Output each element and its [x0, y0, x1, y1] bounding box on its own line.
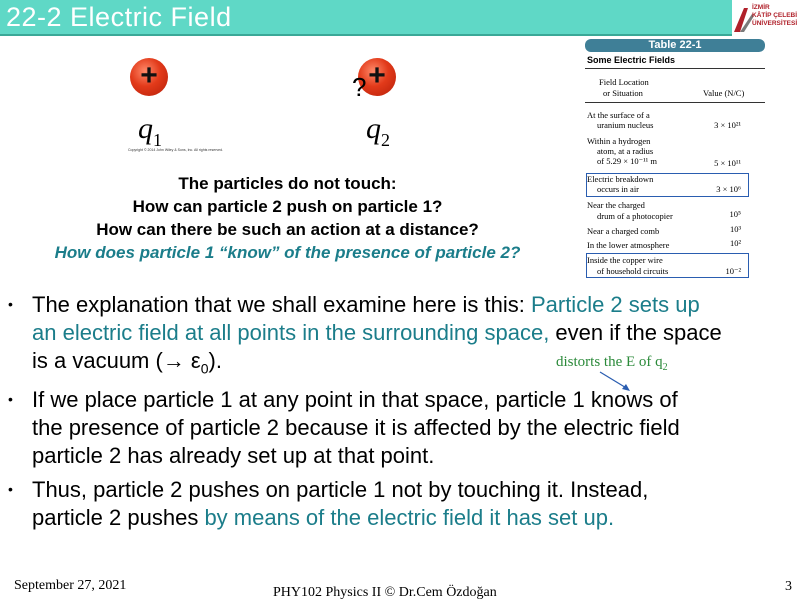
- bullet-marker-2: •: [8, 391, 13, 407]
- table-row-1-line-2: uranium nucleus: [597, 120, 654, 130]
- bullet-3-text-teal: by means of the electric field it has set up.: [204, 505, 615, 530]
- question-2: How can particle 2 push on particle 1?: [132, 197, 443, 216]
- charge-particle-1: +: [130, 58, 168, 96]
- table-row-2-line-3: of 5.29 × 10⁻¹¹ m: [597, 156, 657, 166]
- table-row-2-value: 5 × 10¹¹: [714, 158, 741, 168]
- table-caption: Some Electric Fields: [587, 55, 676, 65]
- bullet-1-subscript: 0: [200, 360, 209, 377]
- charge-label-q1: [138, 112, 162, 151]
- table-rule-mid: [585, 102, 765, 103]
- table-row-7-line-2: of household circuits: [597, 266, 669, 276]
- electric-fields-table: [585, 37, 765, 282]
- bullet-3: [32, 476, 712, 532]
- bullet-1-text-teal: Particle 2 sets up an electric field at all points in the surrounding space,: [32, 292, 700, 345]
- bullet-3-text-a: Thus, particle 2 pushes on particle 1 not by touching it. Instead, particle 2 pushes: [32, 477, 649, 530]
- table-row-1-line-1: At the surface of a: [587, 110, 650, 120]
- question-3: How can there be such an action at a distance?: [96, 220, 479, 239]
- q2-subscript: 2: [381, 130, 390, 150]
- slide-title: 22-2 Electric Field: [6, 2, 232, 32]
- bullet-marker-1: •: [8, 296, 13, 312]
- table-row-4-line-1: Near the charged: [587, 200, 645, 210]
- question-1: The particles do not touch:: [178, 174, 397, 193]
- table-row-2-line-1: Within a hydrogen: [587, 136, 651, 146]
- q2-letter: q: [366, 112, 381, 145]
- q1-subscript: 1: [153, 130, 162, 150]
- table-col1-header-line-1: Field Location: [599, 77, 649, 87]
- table-row-4-value: 10⁵: [729, 209, 741, 219]
- table-row-6-line-1: In the lower atmosphere: [587, 240, 670, 250]
- charge-label-q2: [366, 112, 390, 151]
- table-row-7-line-1: Inside the copper wire: [587, 255, 663, 265]
- question-4: How does particle 1 “know” of the presence of particle 2?: [54, 243, 521, 262]
- q1-letter: q: [138, 112, 153, 145]
- bullet-2: If we place particle 1 at any point in that space, particle 1 knows of the presence of particle 2 because it is affected by the electric field particle 2 has already set up at that point.: [32, 387, 680, 468]
- logo-line-2: KÂTİP ÇELEBİ: [752, 12, 798, 19]
- footer-course: PHY102 Physics II © Dr.Cem Özdoğan: [273, 585, 497, 600]
- table-row-5-line-1: Near a charged comb: [587, 226, 660, 236]
- table-header: Table 22-1: [585, 39, 765, 52]
- footer-page-number: 3: [785, 579, 792, 594]
- table-row-3-value: 3 × 10⁶: [716, 184, 741, 194]
- table-row-6-value: 10²: [729, 238, 741, 248]
- bullet-1-text-c: ).: [208, 348, 222, 373]
- table-col2-header: Value (N/C): [703, 88, 745, 98]
- table-row-4-line-2: drum of a photocopier: [597, 211, 673, 221]
- table-row-5-value: 10³: [729, 224, 741, 234]
- table-row-1-value: 3 × 10²¹: [714, 120, 741, 130]
- bullet-marker-3: •: [8, 481, 13, 497]
- logo-line-1: İZMİR: [752, 4, 770, 11]
- logo-text: [752, 4, 800, 28]
- table-rule-top: [585, 68, 765, 69]
- question-mark: ?: [352, 72, 367, 102]
- bullet-1-text-b: even if the space is a vacuum (→ ε: [32, 320, 722, 373]
- logo-line-3: ÜNİVERSİTESİ: [752, 20, 798, 27]
- table-row-3-line-1: Electric breakdown: [587, 174, 654, 184]
- table-col1-header-line-2: or Situation: [603, 88, 643, 98]
- bullet-1-text-a: The explanation that we shall examine here is this:: [32, 292, 531, 317]
- note-text: distorts the E of q: [556, 354, 663, 370]
- table-row-7-value: 10⁻²: [725, 266, 741, 276]
- note-subscript: 2: [662, 362, 668, 373]
- charge-particle-2: +: [358, 58, 396, 96]
- copyright-text: Copyright © 2014 John Wiley & Sons, Inc. All rights reserved.: [128, 148, 223, 152]
- table-row-3-line-2: occurs in air: [597, 184, 640, 194]
- table-row-2-line-2: atom, at a radius: [597, 146, 654, 156]
- footer-date: September 27, 2021: [14, 578, 127, 593]
